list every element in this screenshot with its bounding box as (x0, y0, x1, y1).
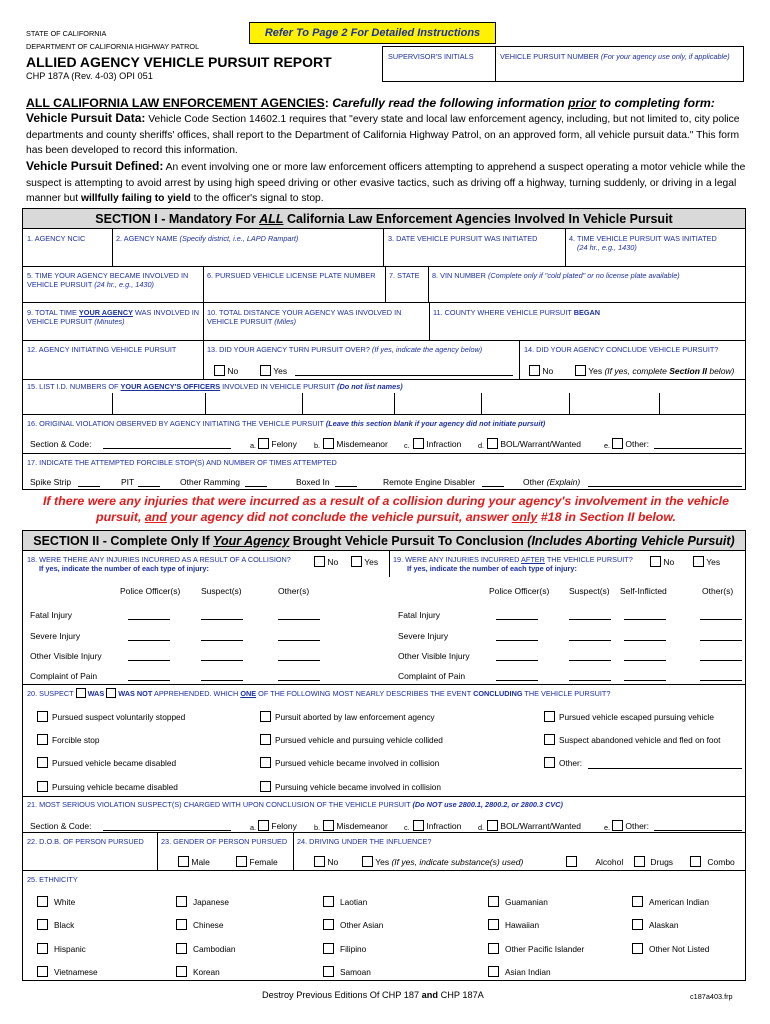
vehicle-pursuit-defined-paragraph: Vehicle Pursuit Defined: An event involving one or more law enforcement officers attempting to apprehend a suspect operating a motor vehicle while the suspect is attempting to avoid arrest by using high speed driving or other evasive tactics, such as driving off a highway, turning suddenly, or driving in a legal manner but willfully failing to yield to the officer's signal to stop. (26, 159, 746, 205)
infraction-option[interactable]: Infraction (413, 438, 461, 449)
outcome-voluntarily-stopped[interactable]: Pursued suspect voluntarily stopped (37, 711, 185, 723)
injury-count-blank[interactable] (201, 640, 243, 641)
misdemeanor-checkbox[interactable] (323, 438, 334, 449)
ethnicity-label: Laotian (340, 897, 368, 907)
letter-a: a. (250, 441, 257, 450)
ethnicity-option[interactable] (37, 943, 86, 955)
ethnicity-option[interactable] (176, 943, 235, 955)
dui-drugs-option[interactable]: Drugs (634, 856, 673, 867)
after-injury-no-checkbox[interactable] (650, 556, 661, 567)
field-gender: 23. GENDER OF PERSON PURSUED (161, 837, 288, 846)
ethnicity-checkbox[interactable] (176, 943, 187, 954)
ethnicity-checkbox[interactable] (632, 919, 643, 930)
injury-count-blank[interactable] (278, 680, 320, 681)
state-label: STATE OF CALIFORNIA (26, 29, 107, 38)
outcome-escaped[interactable]: Pursued vehicle escaped pursuing vehicle (544, 711, 714, 723)
dui-no-option[interactable]: No (314, 856, 338, 867)
outcome-pursued-collision[interactable]: Pursued vehicle became involved in collision (260, 757, 439, 769)
field-original-violation: 16. ORIGINAL VIOLATION OBSERVED BY AGENCY INITIATING THE VEHICLE PURSUIT (Leave this section blank if your agency did not initiate pursuit) (27, 419, 546, 428)
ethnicity-option[interactable] (488, 966, 551, 978)
injury-count-blank[interactable] (278, 660, 320, 661)
field-total-time[interactable]: 9. TOTAL TIME YOUR AGENCY WAS INVOLVED IN VEHICLE PURSUIT (Minutes) (27, 308, 200, 326)
infraction-checkbox[interactable] (413, 438, 424, 449)
injury-count-blank[interactable] (496, 680, 538, 681)
turn-over-agency-blank[interactable] (295, 375, 513, 376)
ethnicity-checkbox[interactable] (323, 943, 334, 954)
field-injuries-after-note: If yes, indicate the number of each type of injury: (407, 564, 577, 573)
stop-remote-engine: Remote Engine Disabler (383, 477, 476, 487)
field-vin[interactable]: 8. VIN NUMBER (Complete only if "cold plated" or no license plate available) (432, 271, 680, 280)
injury-count-blank[interactable] (700, 680, 742, 681)
col-suspects-left: Suspect(s) (201, 586, 242, 596)
ethnicity-option[interactable] (323, 919, 383, 931)
charged-section-code-label: Section & Code: (30, 821, 92, 831)
field-state[interactable]: 7. STATE (389, 271, 420, 280)
injury-count-blank[interactable] (496, 660, 538, 661)
injury-count-blank[interactable] (496, 619, 538, 620)
section2-title: SECTION II - Complete Only If Your Agency Brought Vehicle Pursuit To Conclusion (Includes Aborting Vehicle Pursuit) (33, 534, 735, 548)
outcome-pursuing-disabled[interactable]: Pursuing vehicle became disabled (37, 781, 178, 793)
ethnicity-label: White (54, 897, 76, 907)
after-injury-no-option[interactable]: No (650, 556, 674, 567)
ethnicity-label: Korean (193, 967, 220, 977)
stop-pit: PIT (121, 477, 135, 487)
letter-b: b. (314, 441, 321, 450)
ethnicity-checkbox[interactable] (488, 896, 499, 907)
stop-other-ramming-blank[interactable] (245, 486, 267, 487)
ethnicity-checkbox[interactable] (632, 896, 643, 907)
field-suspect-apprehended: 20. SUSPECT WAS WAS NOT APPREHENDED. WHICH ONE OF THE FOLLOWING MOST NEARLY DESCRIBES THE EVENT CONCLUDING THE VEHICLE PURSUIT? (27, 689, 611, 698)
charged-misdemeanor-option[interactable]: Misdemeanor (323, 820, 388, 831)
felony-option[interactable]: Felony (258, 438, 297, 449)
stop-other-blank[interactable] (588, 486, 742, 487)
field-ethnicity: 25. ETHNICITY (27, 875, 78, 884)
charged-letter-e: e. (604, 823, 611, 832)
ethnicity-label: Other Not Listed (649, 944, 710, 954)
ethnicity-checkbox[interactable] (176, 919, 187, 930)
outcome-pursued-disabled[interactable]: Pursued vehicle became disabled (37, 757, 176, 769)
ethnicity-label: Cambodian (193, 944, 236, 954)
collision-injury-yes-option[interactable]: Yes (351, 556, 378, 567)
injury-count-blank[interactable] (624, 619, 666, 620)
ethnicity-label: Hispanic (54, 944, 86, 954)
ethnicity-checkbox[interactable] (323, 896, 334, 907)
other-option[interactable]: Other: (612, 438, 649, 449)
ethnicity-label: Asian Indian (505, 967, 551, 977)
letter-d: d. (478, 441, 485, 450)
field-total-distance[interactable]: 10. TOTAL DISTANCE YOUR AGENCY WAS INVOLVED IN VEHICLE PURSUIT (Miles) (207, 308, 402, 326)
vehicle-pursuit-data-paragraph: Vehicle Pursuit Data: Vehicle Code Section 14602.1 requires that "every state and local law enforcement agency, including, but not limited to, city police departments and county sheriffs' offices, shall report to the Department of California Highway Patrol, on an approved form, all vehicle pursuit data." This form has been developed to record this information. (26, 111, 740, 157)
charged-letter-b: b. (314, 823, 321, 832)
ethnicity-option[interactable] (632, 896, 709, 908)
field-injuries-collision-note: If yes, indicate the number of each type of injury: (39, 564, 209, 573)
charged-other-option[interactable]: Other: (612, 820, 649, 831)
ethnicity-label: Chinese (193, 920, 224, 930)
charged-letter-c: c. (404, 823, 410, 832)
ethnicity-option[interactable] (37, 896, 75, 908)
charged-bol-option[interactable]: BOL/Warrant/Wanted (487, 820, 581, 831)
field-conclude-question: 14. DID YOUR AGENCY CONCLUDE VEHICLE PURSUIT? (524, 345, 719, 354)
field-agency-name[interactable]: 2. AGENCY NAME (Specify district, i.e., LAPD Rampart) (116, 234, 299, 243)
form-code: c187a403.frp (690, 992, 733, 1001)
row-fatal-right: Fatal Injury (398, 610, 441, 620)
other-violation-blank[interactable] (654, 448, 742, 449)
field-date-initiated[interactable]: 3. DATE VEHICLE PURSUIT WAS INITIATED (388, 234, 538, 243)
ethnicity-label: American Indian (649, 897, 709, 907)
ethnicity-option[interactable] (176, 966, 220, 978)
ethnicity-option[interactable] (37, 919, 74, 931)
field-dob[interactable]: 22. D.O.B. OF PERSON PURSUED (27, 837, 144, 846)
stop-boxed-in-blank[interactable] (335, 486, 357, 487)
other-checkbox[interactable] (612, 438, 623, 449)
officer-id-cells[interactable] (112, 393, 746, 415)
field-officer-ids: 15. LIST I.D. NUMBERS OF YOUR AGENCY'S OFFICERS INVOLVED IN VEHICLE PURSUIT (Do not list names) (27, 382, 403, 391)
charged-letter-d: d. (478, 823, 485, 832)
col-police-officers-right: Police Officer(s) (489, 586, 550, 596)
field-county[interactable]: 11. COUNTY WHERE VEHICLE PURSUIT BEGAN (433, 308, 601, 317)
outcome-pursuing-collision[interactable]: Pursuing vehicle became involved in collision (260, 781, 441, 793)
conclude-no-option[interactable]: No (529, 365, 553, 376)
outcome-forcible-stop[interactable]: Forcible stop (37, 734, 100, 746)
ethnicity-checkbox[interactable] (323, 966, 334, 977)
dui-combo-option[interactable]: Combo (690, 856, 735, 867)
form-title: ALLIED AGENCY VEHICLE PURSUIT REPORT (26, 54, 332, 70)
ethnicity-label: Other Asian (340, 920, 384, 930)
ethnicity-checkbox[interactable] (488, 943, 499, 954)
turn-over-no-checkbox[interactable] (214, 365, 225, 376)
ethnicity-checkbox[interactable] (176, 896, 187, 907)
collision-injury-no-option[interactable]: No (314, 556, 338, 567)
injury-count-blank[interactable] (128, 640, 170, 641)
row-pain-left: Complaint of Pain (30, 671, 98, 681)
ethnicity-option[interactable] (323, 966, 371, 978)
stop-other-ramming: Other Ramming (180, 477, 240, 487)
ethnicity-option[interactable] (488, 896, 548, 908)
stop-spike-strip-blank[interactable] (78, 486, 100, 487)
section1-title: SECTION I - Mandatory For ALL California Law Enforcement Agencies Involved In Vehicle Pursuit (95, 212, 673, 226)
field-turn-over-question: 13. DID YOUR AGENCY TURN PURSUIT OVER? (If yes, indicate the agency below) (207, 345, 483, 354)
misdemeanor-option[interactable]: Misdemeanor (323, 438, 388, 449)
ethnicity-option[interactable] (488, 919, 539, 931)
field-time-involved[interactable]: 5. TIME YOUR AGENCY BECAME INVOLVED IN VEHICLE PURSUIT (24 hr., e.g., 1430) (27, 271, 189, 289)
stop-remote-engine-blank[interactable] (482, 486, 504, 487)
conclude-yes-checkbox[interactable] (575, 365, 586, 376)
ethnicity-label: Guamanian (505, 897, 548, 907)
injury-count-blank[interactable] (201, 680, 243, 681)
injury-count-blank[interactable] (128, 619, 170, 620)
field-charged-violation: 21. MOST SERIOUS VIOLATION SUSPECT(S) CHARGED WITH UPON CONCLUSION OF THE VEHICLE PURSUIT (Do NOT use 2800.1, 2800.2, or 2800.3 CVC) (27, 800, 563, 809)
row-visible-left: Other Visible Injury (30, 651, 102, 661)
injury-count-blank[interactable] (496, 640, 538, 641)
injury-count-blank[interactable] (624, 640, 666, 641)
outcome-vehicles-collided[interactable]: Pursued vehicle and pursuing vehicle collided (260, 734, 443, 746)
col-others-left: Other(s) (278, 586, 310, 596)
injury-count-blank[interactable] (569, 640, 611, 641)
ethnicity-checkbox[interactable] (37, 896, 48, 907)
outcome-other-blank[interactable] (588, 768, 742, 769)
ethnicity-label: Samoan (340, 967, 371, 977)
row-visible-right: Other Visible Injury (398, 651, 470, 661)
intro-heading: ALL CALIFORNIA LAW ENFORCEMENT AGENCIES: Carefully read the following information prior to completing form: (26, 96, 715, 110)
bol-checkbox[interactable] (487, 438, 498, 449)
injury-count-blank[interactable] (700, 640, 742, 641)
field-dui: 24. DRIVING UNDER THE INFLUENCE? (297, 837, 432, 846)
form-number: CHP 187A (Rev. 4-03) OPI 051 (26, 71, 153, 81)
injury-count-blank[interactable] (700, 619, 742, 620)
col-police-officers-left: Police Officer(s) (120, 586, 181, 596)
ethnicity-option[interactable] (323, 943, 366, 955)
stop-pit-blank[interactable] (138, 486, 160, 487)
letter-e: e. (604, 441, 611, 450)
outcome-other[interactable]: Other: (544, 757, 582, 769)
section-code-label: Section & Code: (30, 439, 92, 449)
dui-yes-option[interactable]: Yes (If yes, indicate substance(s) used) (362, 856, 523, 867)
destroy-notice: Destroy Previous Editions Of CHP 187 and CHP 187A (262, 990, 484, 1000)
ethnicity-checkbox[interactable] (323, 919, 334, 930)
ethnicity-label: Alaskan (649, 920, 679, 930)
injury-count-blank[interactable] (624, 660, 666, 661)
refer-instructions-box: Refer To Page 2 For Detailed Instructions (249, 22, 496, 44)
ethnicity-checkbox[interactable] (176, 966, 187, 977)
field-agency-ncic[interactable]: 1. AGENCY NCIC (27, 234, 86, 243)
outcome-pursuit-aborted[interactable]: Pursuit aborted by law enforcement agency (260, 711, 435, 723)
stop-boxed-in: Boxed In (296, 477, 330, 487)
injury-count-blank[interactable] (278, 619, 320, 620)
injury-count-blank[interactable] (569, 680, 611, 681)
ethnicity-label: Vietnamese (54, 967, 98, 977)
field-license-plate[interactable]: 6. PURSUED VEHICLE LICENSE PLATE NUMBER (207, 271, 376, 280)
row-pain-right: Complaint of Pain (398, 671, 466, 681)
ethnicity-label: Filipino (340, 944, 367, 954)
after-injury-yes-checkbox[interactable] (693, 556, 704, 567)
ethnicity-checkbox[interactable] (37, 966, 48, 977)
after-injury-yes-option[interactable]: Yes (693, 556, 720, 567)
field-agency-initiating[interactable]: 12. AGENCY INITIATING VEHICLE PURSUIT (27, 345, 177, 354)
ethnicity-checkbox[interactable] (37, 943, 48, 954)
ethnicity-option[interactable] (176, 919, 223, 931)
injury-count-blank[interactable] (624, 680, 666, 681)
field-forcible-stops: 17. INDICATE THE ATTEMPTED FORCIBLE STOP(S) AND NUMBER OF TIMES ATTEMPTED (27, 458, 337, 467)
turn-over-yes-checkbox[interactable] (260, 365, 271, 376)
charged-other-blank[interactable] (654, 830, 742, 831)
department-label: DEPARTMENT OF CALIFORNIA HIGHWAY PATROL (26, 42, 200, 51)
supervisor-initials-label: SUPERVISOR'S INITIALS (388, 52, 474, 61)
ethnicity-checkbox[interactable] (488, 919, 499, 930)
ethnicity-option[interactable] (632, 943, 709, 955)
injury-count-blank[interactable] (128, 680, 170, 681)
outcome-fled-on-foot[interactable]: Suspect abandoned vehicle and fled on foot (544, 734, 720, 746)
charged-section-code-blank[interactable] (103, 830, 231, 831)
collision-injury-yes-checkbox[interactable] (351, 556, 362, 567)
ethnicity-option[interactable] (37, 966, 98, 978)
field-injuries-after: 19. WERE ANY INJURIES INCURRED AFTER THE VEHICLE PURSUIT? (393, 555, 633, 564)
ethnicity-label: Other Pacific Islander (505, 944, 585, 954)
ethnicity-label: Hawaiian (505, 920, 540, 930)
charged-infraction-option[interactable]: Infraction (413, 820, 461, 831)
ethnicity-option[interactable] (323, 896, 367, 908)
stop-spike-strip: Spike Strip (30, 477, 72, 487)
field-time-initiated[interactable]: 4. TIME VEHICLE PURSUIT WAS INITIATED (24 hr., e.g., 1430) (569, 234, 717, 252)
collision-injury-no-checkbox[interactable] (314, 556, 325, 567)
ethnicity-option[interactable] (488, 943, 584, 955)
injury-count-blank[interactable] (128, 660, 170, 661)
gender-female-option[interactable]: Female (236, 856, 278, 867)
dui-alcohol-option[interactable]: Alcohol (566, 856, 623, 867)
row-fatal-left: Fatal Injury (30, 610, 73, 620)
col-others-right: Other(s) (702, 586, 734, 596)
ethnicity-checkbox[interactable] (37, 919, 48, 930)
gender-male-option[interactable]: Male (178, 856, 210, 867)
charged-letter-a: a. (250, 823, 257, 832)
row-severe-left: Severe Injury (30, 631, 81, 641)
ethnicity-checkbox[interactable] (488, 966, 499, 977)
injury-count-blank[interactable] (569, 619, 611, 620)
turn-over-yes-option[interactable]: Yes (260, 365, 287, 376)
injury-count-blank[interactable] (700, 660, 742, 661)
ethnicity-checkbox[interactable] (632, 943, 643, 954)
injury-count-blank[interactable] (569, 660, 611, 661)
conclude-no-checkbox[interactable] (529, 365, 540, 376)
injury-count-blank[interactable] (278, 640, 320, 641)
injury-count-blank[interactable] (201, 660, 243, 661)
stop-other: Other (Explain) (523, 477, 581, 487)
injury-count-blank[interactable] (201, 619, 243, 620)
conclude-yes-option[interactable]: Yes (If yes, complete Section II below) (575, 365, 734, 376)
letter-c: c. (404, 441, 410, 450)
injury-notice: If there were any injuries that were incurred as a result of a collision during your agency's involvement in the vehicle pursuit, and your agency did not conclude the vehicle pursuit, answer only #18 in Section II below. (42, 494, 729, 524)
field-injuries-collision: 18. WERE THERE ANY INJURIES INCURRED AS A RESULT OF A COLLISION? (27, 555, 291, 564)
ethnicity-label: Black (54, 920, 75, 930)
charged-felony-option[interactable]: Felony (258, 820, 297, 831)
pursuit-number-label: VEHICLE PURSUIT NUMBER (For your agency use only, if applicable) (500, 52, 730, 61)
ethnicity-option[interactable] (632, 919, 679, 931)
section-code-blank[interactable] (103, 448, 231, 449)
ethnicity-label: Japanese (193, 897, 229, 907)
felony-checkbox[interactable] (258, 438, 269, 449)
turn-over-no-option[interactable]: No (214, 365, 238, 376)
ethnicity-option[interactable] (176, 896, 229, 908)
col-suspects-right: Suspect(s) (569, 586, 610, 596)
col-self-inflicted-right: Self-Inflicted (620, 586, 667, 596)
bol-option[interactable]: BOL/Warrant/Wanted (487, 438, 581, 449)
row-severe-right: Severe Injury (398, 631, 449, 641)
